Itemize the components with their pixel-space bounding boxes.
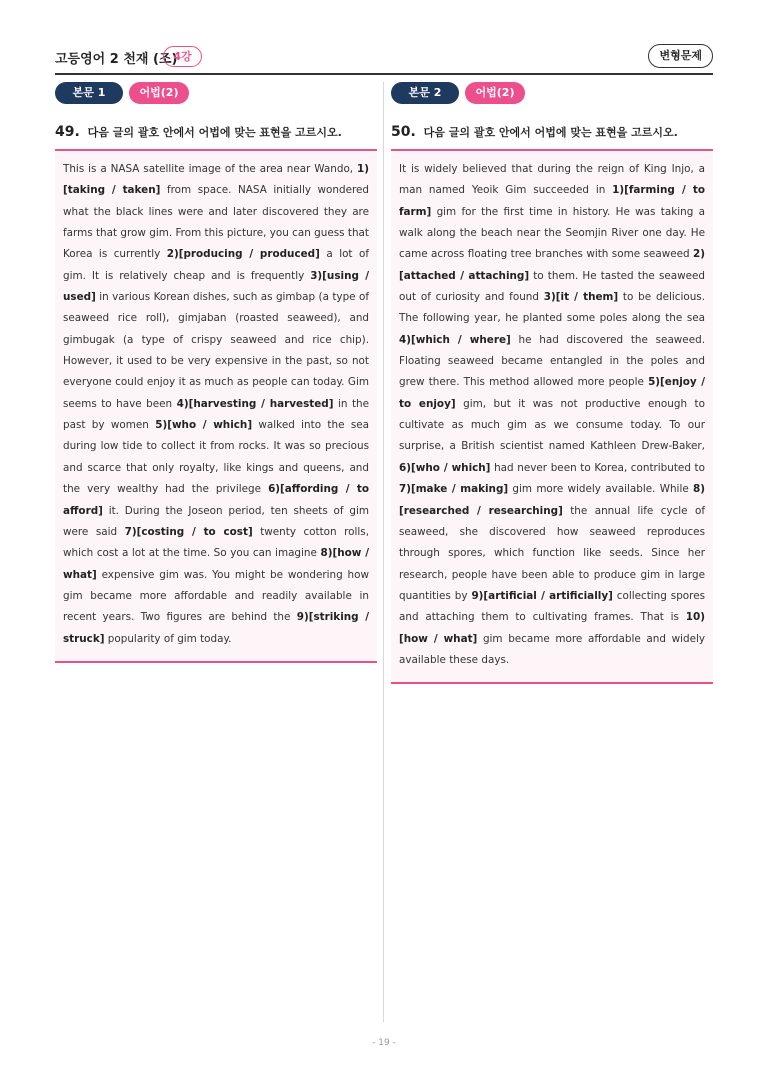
left-tags (55, 82, 377, 104)
answer-choice: 1)[farming / to farm] (399, 184, 706, 218)
header-divider (55, 73, 713, 75)
category-badge: 변형문제 (648, 44, 713, 68)
left-question-text: 다음 글의 괄호 안에서 어법에 맞는 표현을 고르시오. (87, 126, 342, 139)
left-passage-tag: 본문 1 (55, 82, 123, 104)
passage-text: gim more widely available. While (508, 483, 694, 496)
right-passage-tag: 본문 2 (391, 82, 459, 104)
textbook-title: 고등영어 2 천재 (조) (55, 52, 178, 67)
passage-text: walked into the sea during low tide to collect it from rocks. It was so precious and scarce that only royalty, like kings and queens, and the very wealthy had the privilege (63, 419, 370, 496)
answer-choice: 3)[using / used] (63, 269, 369, 304)
passage-text: from space. NASA initially wondered what the black lines were and later discovered they are farms that grow gim. From this picture, you can guess that Korea is currently (63, 184, 370, 261)
answer-choice: 4)[which / where] (399, 333, 511, 346)
passage-text: gim became more affordable and widely available these days. (399, 632, 706, 666)
answer-choice: 6)[who / which] (399, 461, 491, 474)
passage-text: a lot of gim. It is relatively cheap and is frequently (63, 248, 370, 282)
left-column (55, 82, 377, 663)
left-passage (55, 149, 377, 663)
lesson-badge: 4강 (163, 46, 202, 67)
answer-choice: 2)[attached / attaching] (399, 248, 705, 282)
answer-choice: 9)[artificial / artificially] (471, 589, 613, 602)
left-question-number: 49. (55, 124, 80, 140)
page-header (55, 44, 713, 72)
right-question-text: 다음 글의 괄호 안에서 어법에 맞는 표현을 고르시오. (423, 126, 678, 139)
passage-text: It is widely believed that during the reign of King Injo, a man named Yeoik Gim succeeded in (399, 163, 705, 197)
passage-text: it. During the Joseon period, ten sheets of gim were said (63, 504, 369, 538)
passage-text: the annual life cycle of seaweed, she discovered how seaweed reproduces through spores, which function like seeds. Since her research, people have been able to produce gim in large quantities by (399, 504, 706, 602)
answer-choice: 7)[make / making] (399, 483, 509, 496)
answer-choice: 8)[how / what] (63, 547, 369, 581)
passage-text: to be delicious. The following year, he planted some poles along the sea (399, 291, 706, 325)
answer-choice: 7)[costing / to cost] (124, 525, 253, 538)
answer-choice: 5)[who / which] (155, 419, 253, 432)
page-number: - 19 - (372, 1038, 396, 1048)
answer-choice: 9)[striking / struck] (63, 611, 369, 645)
column-divider (383, 82, 384, 1022)
passage-text: collecting spores and attaching them to cultivating frames. That is (399, 589, 706, 624)
answer-choice: 4)[harvesting / harvested] (176, 397, 334, 410)
passage-text: to them. He tasted the seaweed out of curiosity and found (399, 269, 705, 304)
answer-choice: 2)[producing / produced] (166, 248, 320, 261)
passage-text: popularity of gim today. (104, 632, 232, 645)
answer-choice: 5)[enjoy / to enjoy] (399, 376, 705, 410)
right-passage (391, 149, 713, 684)
answer-choice: 6)[affording / to afford] (63, 483, 369, 517)
right-type-tag: 어법(2) (465, 82, 525, 104)
passage-text: twenty cotton rolls, which cost a lot at the time. So you can imagine (63, 525, 370, 560)
passage-text: had never been to Korea, contributed to (490, 461, 705, 474)
right-question (391, 124, 713, 144)
right-tags (391, 82, 713, 104)
right-column (391, 82, 713, 684)
passage-text: gim, but it was not productive enough to cultivate as much gim as we consume today. To our surprise, a British scientist named Kathleen Drew-Baker, (399, 397, 705, 453)
left-question (55, 124, 377, 144)
passage-text: This is a NASA satellite image of the area near Wando, (63, 163, 358, 175)
passage-text: in the past by women (63, 397, 370, 432)
passage-text: he had discovered the seaweed. Floating seaweed became entangled in the poles and grew there. This method allowed more people (399, 333, 705, 389)
answer-choice: 10)[how / what] (399, 611, 705, 645)
passage-text: expensive gim was. You might be wondering how gim became more affordable and readily available in recent years. Two figures are behind the (63, 568, 369, 624)
answer-choice: 3)[it / them] (543, 291, 619, 304)
answer-choice: 1)[taking / taken] (63, 163, 369, 197)
passage-text: in various Korean dishes, such as gimbap (a type of seaweed rice roll), gimjaban (roasted seaweed), and gimbugak (a type of crispy seaweed and rice chip). However, it used to be very expensive in the past, so not everyone could enjoy it as much as people can today. Gim seems to have been (63, 291, 369, 410)
left-type-tag: 어법(2) (129, 82, 189, 104)
right-question-number: 50. (391, 124, 416, 140)
passage-text: gim for the first time in history. He was taking a walk along the beach near the Seomjin River one day. He came across floating tree branches with some seaweed (399, 205, 705, 261)
answer-choice: 8)[researched / researching] (399, 483, 705, 517)
